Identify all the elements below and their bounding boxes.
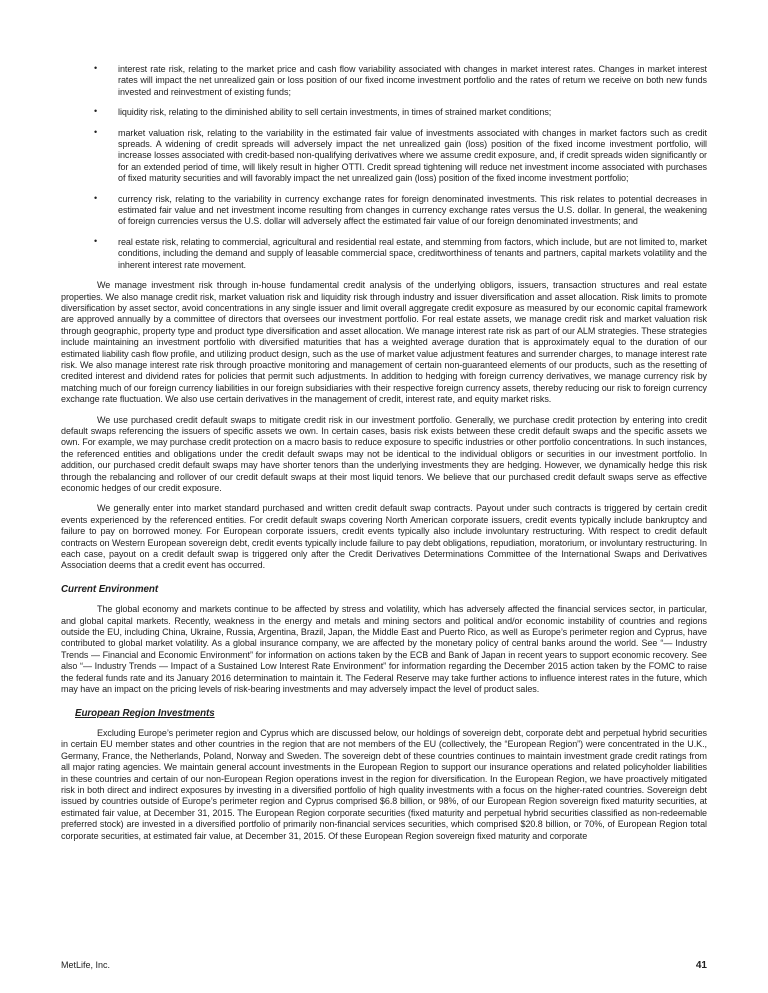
investment-risk-bullet-list xyxy=(61,64,707,271)
bullet-icon: • xyxy=(94,63,98,73)
paragraph-european-region-investments: Excluding Europe’s perimeter region and Cyprus which are discussed below, our holdings of sovereign debt, corporate debt and perpetual hybrid securities in certain EU member states and other countries in the region that are not members of the EU (collectively, the “European Region”) were concentrated in the U.K., Germany, France, the Netherlands, Poland, Norway and Sweden. The sovereign debt of these countries continues to maintain investment grade credit ratings from all major rating agencies. We maintain general account investments in the European Region to support our insurance operations and related policyholder liabilities in these countries and certain of our non-European Region operations invest in the region for diversification. In the European Region, we have proactively mitigated risk in both direct and indirect exposures by investing in a diversified portfolio of high quality investments with a focus on the higher-rated countries. Sovereign debt issued by countries outside of Europe’s perimeter region and Cyprus comprised $6.8 billion, or 98%, of our European Region sovereign fixed maturity securities, at estimated fair value, at December 31, 2015. The European Region corporate securities (fixed maturity and perpetual hybrid securities classified as non-redeemable preferred stock) are invested in a diversified portfolio of primarily non-financial services securities, which comprised $20.8 billion, or 70%, of European Region total corporate securities, at estimated fair value, at December 31, 2015. Of these European Region sovereign fixed maturity and corporate xyxy=(61,727,707,841)
paragraph-current-environment: The global economy and markets continue to be affected by stress and volatility, which has adversely affected the financial services sector, in particular, and global capital markets. Recently, weakness in the energy and metals and mining sectors and political and/or economic instability of countries and regions outside the EU, including China, Ukraine, Russia, Argentina, Brazil, Japan, the Middle East and Puerto Rico, as well as Europe’s perimeter region and Cyprus, have contributed to global market volatility. As a global insurance company, we are affected by the monetary policy of central banks around the world. See “— Industry Trends — Financial and Economic Environment” for information on actions taken by the ECB and Bank of Japan in recent years to support economic recovery. See also “— Industry Trends — Impact of a Sustained Low Interest Rate Environment” for information regarding the December 2015 action taken by the FOMC to raise the federal funds rate and its January 2016 determination to maintain it. The Federal Reserve may take further actions to influence interest rates in the future, which may have an impact on the pricing levels of risk-bearing investments and may adversely impact the level of product sales. xyxy=(61,604,707,695)
heading-current-environment: Current Environment xyxy=(61,583,159,595)
paragraph-swap-contracts: We generally enter into market standard purchased and written credit default swap contracts. Payout under such contracts is triggered by certain credit events experienced by the referenced entities. For credit default swaps covering North American corporate issuers, credit events typically include bankruptcy and failure to pay on borrowed money. For European corporate issuers, credit events typically also include involuntary restructuring. With respect to credit default contracts on Western European sovereign debt, credit events typically include failure to pay debt obligations, repudiation, moratorium, or involuntary restructuring. In each case, payout on a credit default swap is triggered only after the Credit Derivatives Determinations Committee of the International Swaps and Derivatives Association deems that a credit event has occurred. xyxy=(61,503,707,571)
page-footer xyxy=(61,960,707,971)
bullet-text-market-valuation-risk: market valuation risk, relating to the variability in the estimated fair value of investments associated with changes in market factors such as credit spreads. A widening of credit spreads will adversely impact the net unrealized gain (loss) position of the fixed income investment portfolio, will increase losses associated with credit-based non-qualifying derivatives where we assume credit exposure, and, if credit spreads widen significantly or for an extended period of time, will likely result in higher OTTI. Credit spread tightening will reduce net investment income associated with purchases of fixed maturity securities and will favorably impact the net unrealized gain (loss) position of the fixed income investment portfolio; xyxy=(118,127,707,184)
bullet-item-interest-rate-risk xyxy=(61,64,707,98)
page-number: 41 xyxy=(695,960,707,971)
bullet-item-real-estate-risk xyxy=(61,237,707,271)
bullet-text-currency-risk: currency risk, relating to the variability in currency exchange rates for foreign denominated investments. This risk relates to potential decreases in estimated fair value and net investment income resulting from changes in currency exchange rates versus the U.S. dollar. In general, the weakening of foreign currencies versus the U.S. dollar will adversely affect the estimated fair value of our foreign denominated investments; and xyxy=(118,193,707,227)
bullet-text-interest-rate-risk: interest rate risk, relating to the market price and cash flow variability associated with changes in market interest rates. Changes in market interest rates will impact the net unrealized gain or loss position of our fixed income investment portfolio and the rates of return we receive on both new funds invested and reinvestment of existing funds; xyxy=(118,64,707,97)
bullet-icon: • xyxy=(94,106,98,117)
bullet-item-currency-risk xyxy=(61,194,707,228)
bullet-text-real-estate-risk: real estate risk, relating to commercial, agricultural and residential real estate, and stemming from factors, which include, but are not limited to, market conditions, including the demand and supply of leasable commercial space, creditworthiness of tenants and partners, capital markets volatility and the inherent interest rate movement. xyxy=(118,236,707,270)
bullet-item-liquidity-risk xyxy=(61,107,707,118)
bullet-icon: • xyxy=(94,192,98,203)
paragraph-credit-default-swaps: We use purchased credit default swaps to mitigate credit risk in our investment portfolio. Generally, we purchase credit protection by entering into credit default swaps referencing the issuers of specific assets we own. In certain cases, basis risk exists between these credit default swaps and the specific assets we own. For example, we may purchase credit protection on a macro basis to reduce exposure to specific industries or other portfolio concentrations. In such instances, the referenced entities and obligations under the credit default swaps may not be identical to the individual obligors or securities in our investment portfolio. In addition, our purchased credit default swaps may have shorter tenors than the underlying investments they are hedging. However, we dynamically hedge this risk through the rebalancing and rollover of our credit default swaps at their most liquid tenors. We believe that our purchased credit default swaps serve as effective economic hedges of our credit exposure. xyxy=(61,414,707,493)
bullet-icon: • xyxy=(94,126,98,137)
heading-european-region-investments: European Region Investments xyxy=(75,707,215,719)
paragraph-risk-management: We manage investment risk through in-house fundamental credit analysis of the underlying obligors, issuers, transaction structures and real estate properties. We also manage credit risk, market valuation risk and liquidity risk through industry and issuer diversification and asset allocation. Risk limits to promote diversification by asset sector, avoid concentrations in any single issuer and limit overall aggregate credit exposure as measured by our economic capital framework are approved annually by a committee of directors that oversees our investment portfolio. For real estate assets, we manage credit risk and market valuation risk through geographic, property type and product type diversification and asset allocation. We manage interest rate risk as part of our ALM strategies. These strategies include maintaining an investment portfolio with diversified maturities that has a weighted average duration that is approximately equal to the duration of our estimated liability cash flow profile, and utilizing product design, such as the use of market value adjustment features and surrender charges, to manage interest rate risk. We also manage interest rate risk through proactive monitoring and management of certain non-guaranteed elements of our products, such as the resetting of credited interest and dividend rates for policies that permit such adjustments. In addition to hedging with foreign currency derivatives, we manage currency risk by matching much of our foreign currency liabilities in our foreign subsidiaries with their respective foreign currency assets, thereby reducing our risk to foreign currency exchange rate fluctuation. We also use certain derivatives in the management of credit, interest rate, and equity market risks. xyxy=(61,280,707,405)
bullet-item-market-valuation-risk xyxy=(61,128,707,185)
footer-company-name: MetLife, Inc. xyxy=(61,960,111,970)
page-content xyxy=(61,64,707,842)
bullet-text-liquidity-risk: liquidity risk, relating to the diminished ability to sell certain investments, in times of strained market conditions; xyxy=(118,107,552,118)
bullet-icon: • xyxy=(94,235,98,246)
